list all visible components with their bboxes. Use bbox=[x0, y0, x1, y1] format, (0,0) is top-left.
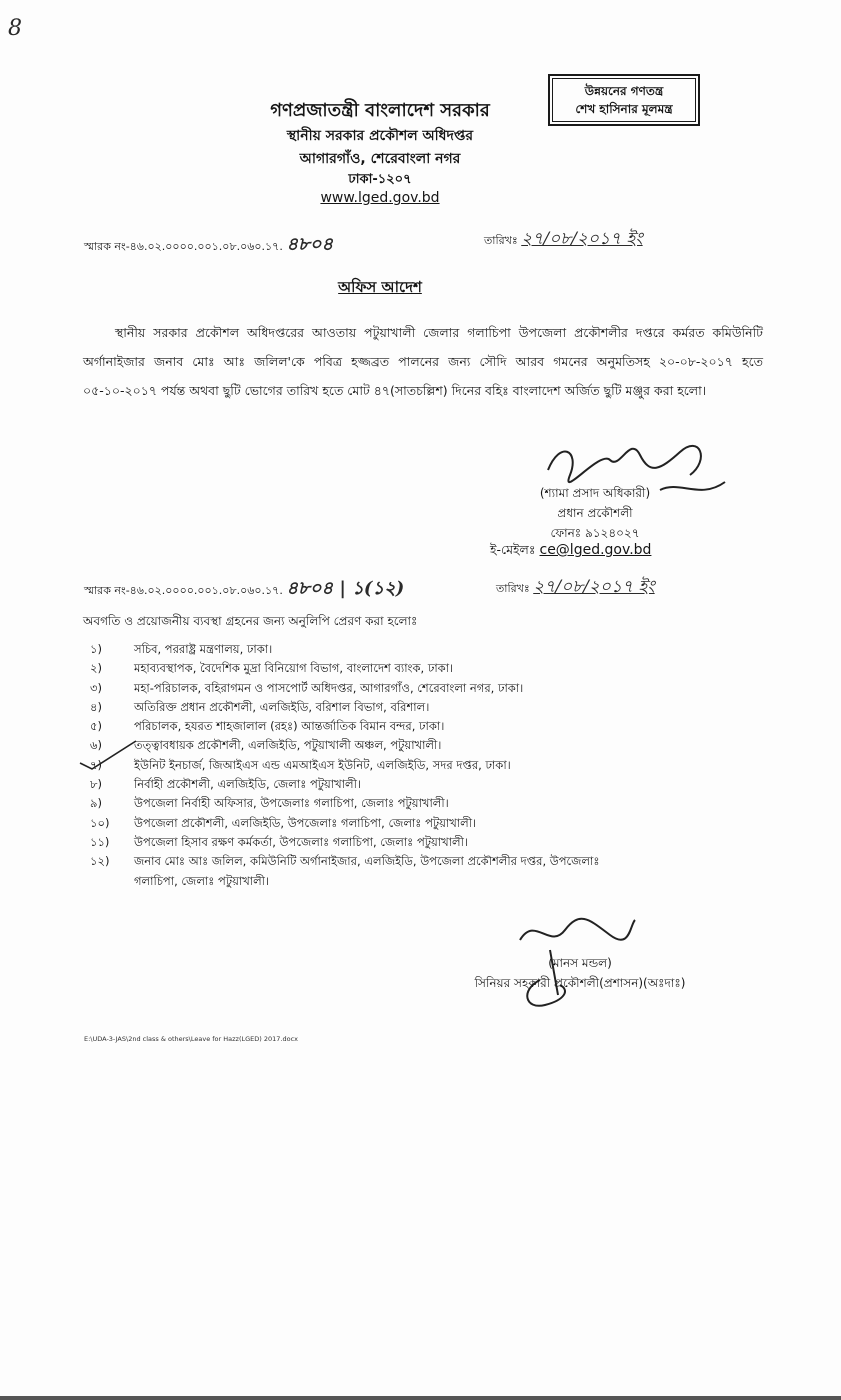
signatory-1-designation: প্রধান প্রকৌশলী bbox=[557, 506, 633, 520]
memo-ref-handwritten: ৪৮০৪ bbox=[286, 234, 334, 255]
signatory-1-name: (শ্যামা প্রসাদ অধিকারী) bbox=[539, 486, 651, 500]
list-item: ১০) উপজেলা প্রকৌশলী, এলজিইডি, উপজেলাঃ গলাচিপা, জেলাঃ পটুয়াখালী। bbox=[90, 815, 477, 830]
memo-ref-number: স্মারক নং-৪৬.০২.০০০০.০০১.০৮.০৬০.১৭. bbox=[84, 584, 283, 597]
header-website-link[interactable]: www.lged.gov.bd bbox=[320, 190, 440, 206]
memo-reference-2 bbox=[84, 574, 404, 605]
file-path-footer: E:\UDA-3-JAS\2nd class & others\Leave for Hazz(LGED) 2017.docx bbox=[84, 1035, 299, 1043]
memo-date-1 bbox=[484, 226, 643, 254]
list-item: ৭) ইউনিট ইনচার্জ, জিআইএস এন্ড এমআইএস ইউনিট, এলজিইডি, সদর দপ্তর, ঢাকা। bbox=[90, 757, 511, 772]
scan-edge-divider bbox=[0, 1396, 841, 1400]
date-handwritten: ২৭/০৮/২০১৭ ইং bbox=[521, 229, 643, 249]
order-body: স্থানীয় সরকার প্রকৌশল অধিদপ্তরের আওতায় পটুয়াখালী জেলার গলাচিপা উপজেলা প্রকৌশলীর দপ্তরে কর্মরত কমিউনিটি অর্গানাইজার জনাব মোঃ আঃ জলিল'কে পবিত্র হজ্জব্রত পালনের জন্য সৌদি আরব গমনের অনুমতিসহ ২০-০৮-২০১৭ হতে ০৫-১০-২০১৭ পর্যন্ত অথবা ছুটি ভোগের তারিখ হতে মোট ৪৭(সাতচল্লিশ) দিনের বহিঃ বাংলাদেশ অর্জিত ছুটি মঞ্জুর করা হলো। bbox=[83, 325, 763, 398]
list-item: ৬) তত্ত্বাবধায়ক প্রকৌশলী, এলজিইডি, পটুয়াখালী অঞ্চল, পটুয়াখালী। bbox=[90, 738, 442, 753]
copy-distribution-list bbox=[90, 640, 610, 891]
memo-ref-handwritten: ৪৮০৪ | ১(১২) bbox=[286, 578, 405, 599]
list-item: ১) সচিব, পররাষ্ট্র মন্ত্রণালয়, ঢাকা। bbox=[90, 642, 273, 656]
signatory-2-designation: সিনিয়র সহকারী প্রকৌশলী(প্রশাসন)(অঃদাঃ) bbox=[474, 976, 686, 990]
signatory-2-name: (মানস মন্ডল) bbox=[548, 956, 612, 970]
header-department: স্থানীয় সরকার প্রকৌশল অধিদপ্তর bbox=[286, 128, 474, 144]
email-label: ই-মেইলঃ bbox=[490, 542, 536, 557]
list-item: ২) মহাব্যবস্থাপক, বৈদেশিক মুদ্রা বিনিয়োগ বিভাগ, বাংলাদেশ ব্যাংক, ঢাকা। bbox=[90, 661, 454, 676]
copy-distribution-intro: অবগতি ও প্রয়োজনীয় ব্যবস্থা গ্রহনের জন্য অনুলিপি প্রেরণ করা হলোঃ bbox=[83, 614, 418, 628]
document-title: অফিস আদেশ bbox=[338, 278, 422, 296]
list-item: ৪) অতিরিক্ত প্রধান প্রকৌশলী, এলজিইডি, বরিশাল বিভাগ, বরিশাল। bbox=[90, 699, 430, 714]
header-city: ঢাকা-১২০৭ bbox=[348, 172, 412, 187]
signatory-1-phone: ফোনঃ ৯১২৪০২৭ bbox=[550, 526, 640, 540]
header-government: গণপ্রজাতন্ত্রী বাংলাদেশ সরকার bbox=[270, 100, 490, 121]
list-item: ১২) জনাব মোঃ আঃ জলিল, কমিউনিটি অর্গানাইজার, এলজিইডি, উপজেলা প্রকৌশলীর দপ্তর, উপজেলাঃ গলাচিপা, জেলাঃ পটুয়াখালী। bbox=[90, 854, 600, 888]
date-label: তারিখঃ bbox=[496, 582, 530, 595]
list-item: ৯) উপজেলা নির্বাহী অফিসার, উপজেলাঃ গলাচিপা, জেলাঃ পটুয়াখালী। bbox=[90, 796, 449, 811]
email-link[interactable]: ce@lged.gov.bd bbox=[539, 542, 652, 558]
header-address: আগারগাঁও, শেরেবাংলা নগর bbox=[299, 151, 461, 167]
memo-ref-number: স্মারক নং-৪৬.০২.০০০০.০০১.০৮.০৬০.১৭. bbox=[84, 240, 283, 253]
list-item: ৫) পরিচালক, হযরত শাহজালাল (রহঃ) আন্তর্জাতিক বিমান বন্দর, ঢাকা। bbox=[90, 719, 445, 734]
signatory-1-email bbox=[490, 542, 651, 562]
date-label: তারিখঃ bbox=[484, 234, 518, 247]
handwritten-check-mark bbox=[78, 735, 138, 775]
memo-reference-1 bbox=[84, 230, 333, 261]
slogan-line-2: শেখ হাসিনার মূলমন্ত্র bbox=[575, 102, 673, 116]
slogan-line-1: উন্নয়নের গণতন্ত্র bbox=[584, 84, 664, 98]
list-item: ৩) মহা-পরিচালক, বহিরাগমন ও পাসপোর্ট অধিদপ্তর, আগারগাঁও, শেরেবাংলা নগর, ঢাকা। bbox=[90, 680, 524, 695]
list-item: ৮) নির্বাহী প্রকৌশলী, এলজিইডি, জেলাঃ পটুয়াখালী। bbox=[90, 777, 362, 792]
handwritten-page-number: 8 bbox=[8, 16, 22, 41]
date-handwritten: ২৭/০৮/২০১৭ ইং bbox=[533, 577, 655, 597]
list-item: ১১) উপজেলা হিসাব রক্ষণ কর্মকর্তা, উপজেলাঃ গলাচিপা, জেলাঃ পটুয়াখালী। bbox=[90, 834, 468, 849]
memo-date-2 bbox=[496, 574, 655, 602]
